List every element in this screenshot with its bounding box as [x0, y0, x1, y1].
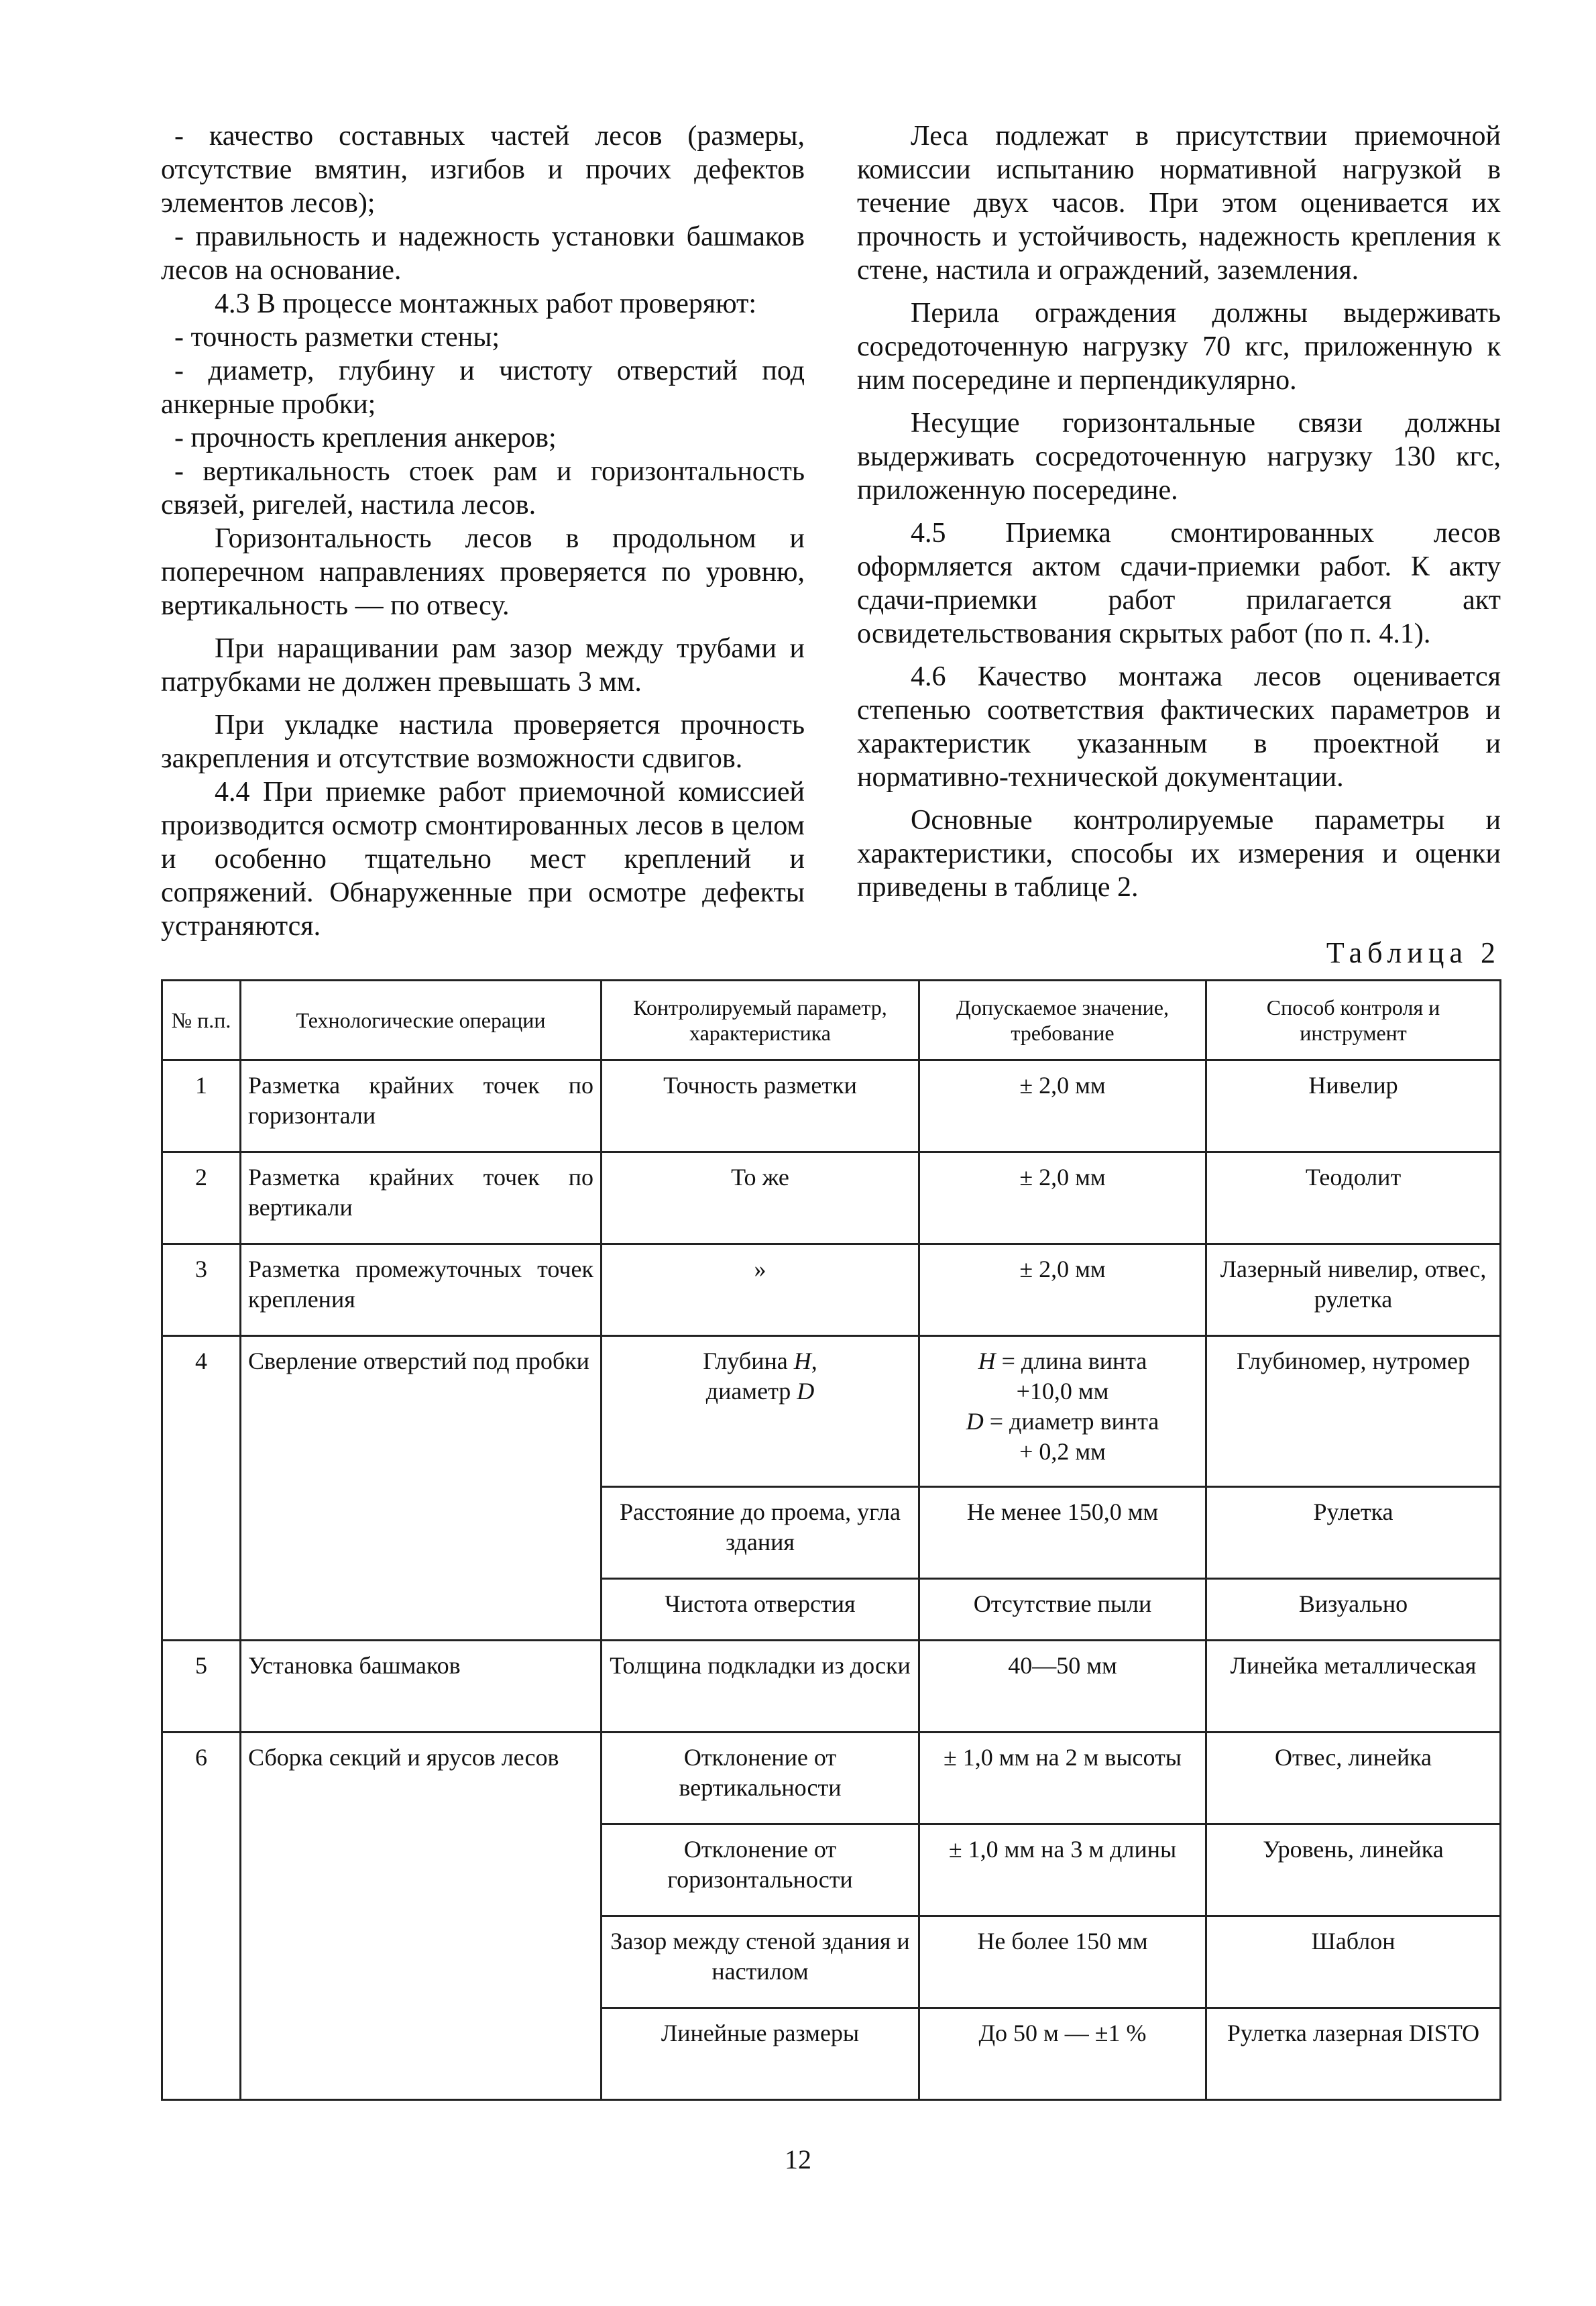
row-method: Глубиномер, нутромер	[1206, 1336, 1501, 1487]
paragraph: Несущие горизонтальные связи должны выдерживать сосредоточенную нагрузку 130 кгс, приложенную посередине.	[857, 408, 1501, 506]
paragraph: 4.6 Качество монтажа лесов оценивается степенью соответствия фактических параметров и характеристик указанным в проектной и нормативно-технической документации.	[857, 661, 1501, 793]
paragraph: - качество составных частей лесов (размеры, отсутствие вмятин, изгибов и прочих дефектов элементов лесов);	[161, 121, 805, 219]
row-method: Рулетка	[1206, 1487, 1501, 1579]
row-number: 3	[162, 1244, 241, 1336]
paragraph: Леса подлежат в присутствии приемочной комиссии испытанию нормативной нагрузкой в течение двух часов. При этом оценивается их прочность и устойчивость, надежность крепления к стене, настила и ограждений, заземления.	[857, 121, 1501, 286]
table-header-row	[162, 981, 1501, 1060]
paragraph: - прочность крепления анкеров;	[174, 423, 557, 453]
paragraph: При наращивании рам зазор между трубами и патрубками не должен превышать 3 мм.	[161, 633, 805, 698]
paragraph: 4.5 Приемка смонтированных лесов оформляется актом сдачи-приемки работ. К акту сдачи-приемки работ прилагается акт освидетельствования скрытых работ (по п. 4.1).	[857, 518, 1501, 649]
row-parameter: Линейные размеры	[602, 2008, 919, 2100]
row-method: Нивелир	[1206, 1060, 1501, 1152]
paragraph: Основные контролируемые параметры и характеристики, способы их измерения и оценки приведены в таблице 2.	[857, 805, 1501, 903]
paragraph: 4.3 В процессе монтажных работ проверяют:	[215, 288, 757, 319]
row-parameter: Глубина H, диаметр D	[602, 1336, 919, 1487]
header-number: № п.п.	[162, 981, 241, 1060]
table-row	[162, 1060, 1501, 1152]
left-column	[161, 119, 805, 943]
header-method: Способ контроля и инструмент	[1206, 981, 1501, 1060]
row-operation: Разметка крайних точек по вертикали	[241, 1152, 602, 1244]
row-method: Рулетка лазерная DISTO	[1206, 2008, 1501, 2100]
row-value: ± 2,0 мм	[919, 1152, 1206, 1244]
row-method: Отвес, линейка	[1206, 1733, 1501, 1824]
paragraph: Перила ограждения должны выдерживать сосредоточенную нагрузку 70 кгс, приложенную к ним посередине и перпендикулярно.	[857, 298, 1501, 396]
control-parameters-table	[161, 979, 1501, 2101]
header-operation: Технологические операции	[241, 981, 602, 1060]
text-columns	[161, 119, 1501, 943]
row-parameter: Толщина подкладки из доски	[602, 1641, 919, 1733]
table-row	[162, 1244, 1501, 1336]
paragraph: - вертикальность стоек рам и горизонтальность связей, ригелей, настила лесов.	[161, 456, 805, 520]
row-number: 2	[162, 1152, 241, 1244]
row-number: 5	[162, 1641, 241, 1733]
paragraph: При укладке настила проверяется прочность закрепления и отсутствие возможности сдвигов.	[161, 710, 805, 774]
row-value: До 50 м — ±1 %	[919, 2008, 1206, 2100]
row-value: Отсутствие пыли	[919, 1579, 1206, 1641]
row-parameter: Отклонение от горизонтальности	[602, 1824, 919, 1916]
paragraph: Горизонтальность лесов в продольном и поперечном направлениях проверяется по уровню, вертикальность — по отвесу.	[161, 523, 805, 621]
row-number: 1	[162, 1060, 241, 1152]
table-row	[162, 1641, 1501, 1733]
table-row	[162, 1336, 1501, 1487]
row-parameter: Точность разметки	[602, 1060, 919, 1152]
row-parameter: Расстояние до проема, угла здания	[602, 1487, 919, 1579]
table-row	[162, 1152, 1501, 1244]
row-parameter: То же	[602, 1152, 919, 1244]
row-operation: Сверление отверстий под пробки	[241, 1336, 602, 1641]
right-column	[857, 119, 1501, 943]
row-parameter: Чистота отверстия	[602, 1579, 919, 1641]
row-method: Теодолит	[1206, 1152, 1501, 1244]
row-value: ± 2,0 мм	[919, 1244, 1206, 1336]
row-method: Уровень, линейка	[1206, 1824, 1501, 1916]
row-parameter: »	[602, 1244, 919, 1336]
row-value: Не более 150 мм	[919, 1916, 1206, 2008]
row-operation: Разметка крайних точек по горизонтали	[241, 1060, 602, 1152]
row-operation: Сборка секций и ярусов лесов	[241, 1733, 602, 2100]
row-value: ± 1,0 мм на 3 м длины	[919, 1824, 1206, 1916]
header-value: Допускаемое значение, требование	[919, 981, 1206, 1060]
row-operation: Установка башмаков	[241, 1641, 602, 1733]
page-number: 12	[785, 2144, 811, 2175]
table-caption: Таблица 2	[1326, 936, 1501, 969]
row-parameter: Отклонение от вертикальности	[602, 1733, 919, 1824]
row-method: Линейка металлическая	[1206, 1641, 1501, 1733]
row-number: 4	[162, 1336, 241, 1641]
row-number: 6	[162, 1733, 241, 2100]
row-method: Шаблон	[1206, 1916, 1501, 2008]
row-operation: Разметка промежуточных точек крепления	[241, 1244, 602, 1336]
row-value: ± 2,0 мм	[919, 1060, 1206, 1152]
row-method: Визуально	[1206, 1579, 1501, 1641]
row-method: Лазерный нивелир, отвес, рулетка	[1206, 1244, 1501, 1336]
row-value: H = длина винта +10,0 мм D = диаметр винта + 0,2 мм	[919, 1336, 1206, 1487]
paragraph: - правильность и надежность установки башмаков лесов на основание.	[161, 221, 805, 286]
table-row	[162, 1733, 1501, 1824]
paragraph: 4.4 При приемке работ приемочной комиссией производится осмотр смонтированных лесов в целом и особенно тщательно мест креплений и сопряжений. Обнаруженные при осмотре дефекты устраняются.	[161, 777, 805, 942]
header-parameter: Контролируемый параметр, характеристика	[602, 981, 919, 1060]
row-value: Не менее 150,0 мм	[919, 1487, 1206, 1579]
row-parameter: Зазор между стеной здания и настилом	[602, 1916, 919, 2008]
paragraph: - диаметр, глубину и чистоту отверстий под анкерные пробки;	[161, 355, 805, 420]
row-value: 40—50 мм	[919, 1641, 1206, 1733]
row-value: ± 1,0 мм на 2 м высоты	[919, 1733, 1206, 1824]
paragraph: - точность разметки стены;	[174, 322, 500, 353]
